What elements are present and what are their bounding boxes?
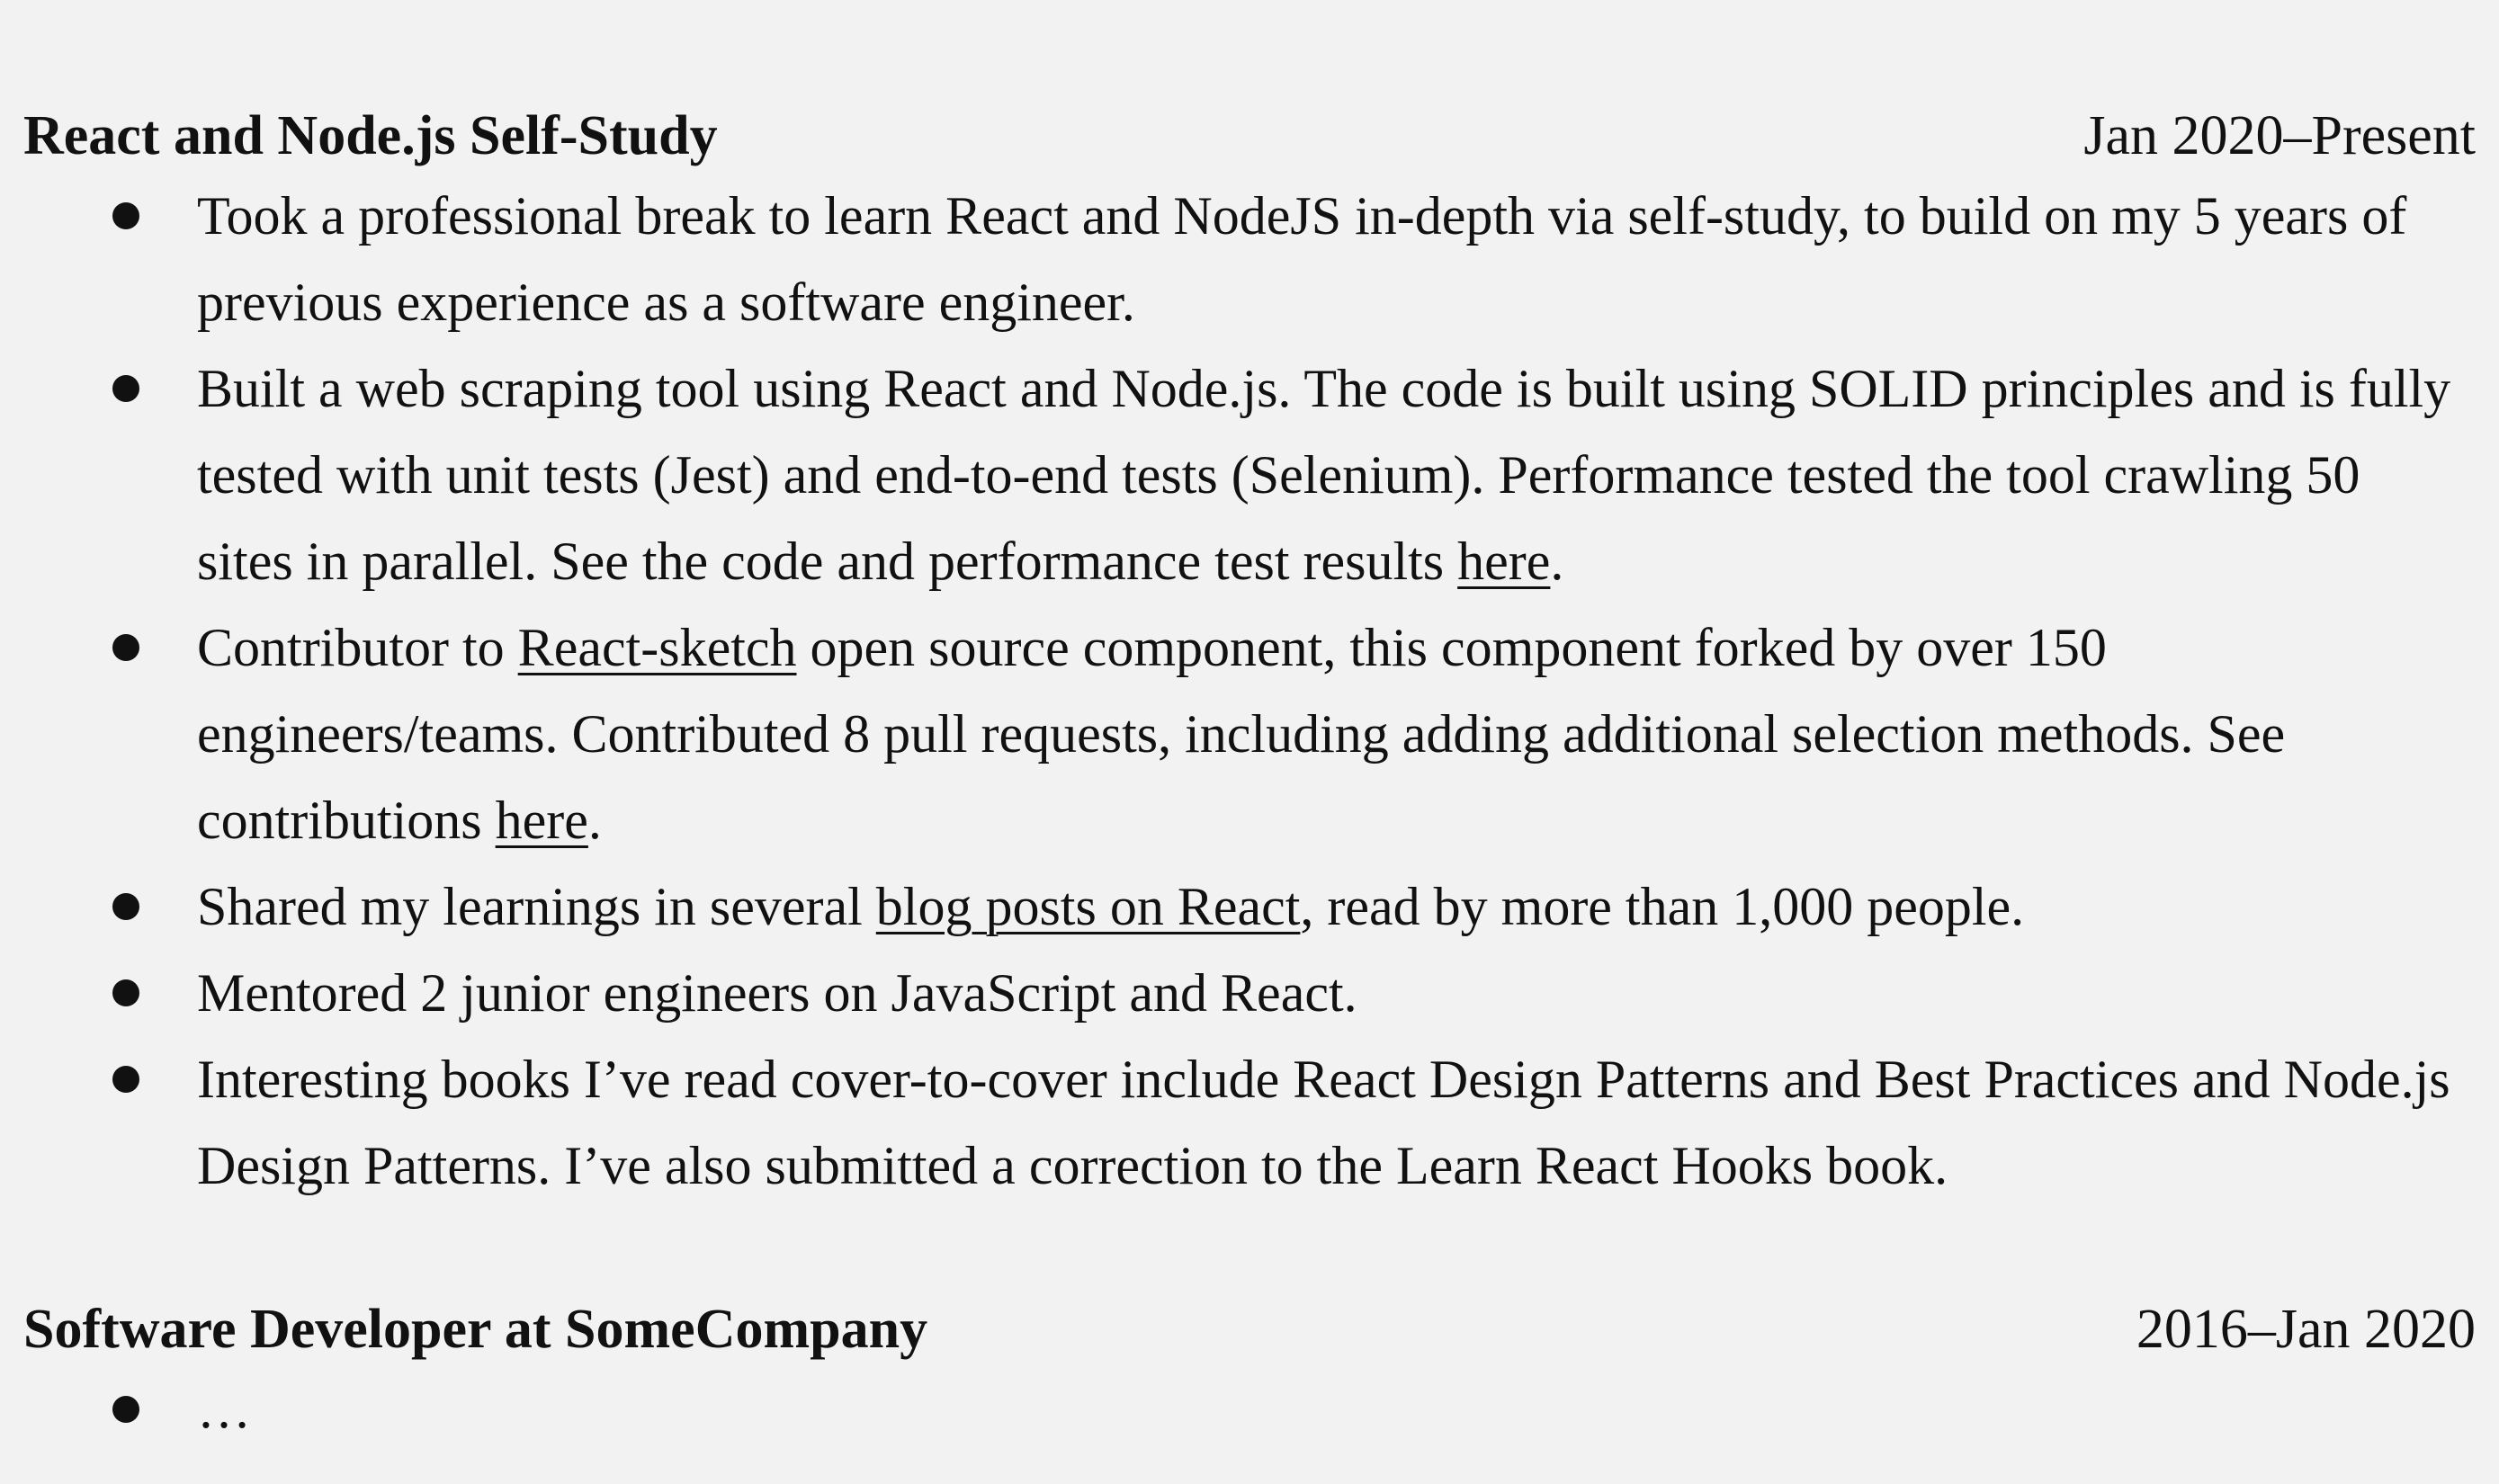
- bullet-icon: [112, 634, 139, 661]
- section-date: 2016–Jan 2020: [2136, 1299, 2476, 1360]
- blog-posts-link[interactable]: blog posts on React: [875, 877, 1301, 936]
- bullet-text: Shared my learnings in several: [197, 877, 876, 936]
- bullet-icon: [112, 893, 139, 920]
- bullet-item: [23, 1366, 2476, 1453]
- contributions-link[interactable]: here: [495, 791, 588, 850]
- bullet-text-end: .: [587, 791, 602, 850]
- bullet-text: Interesting books I’ve read cover-to-cover include React Design Patterns and Best Practices and Node.js Design Patterns. I’ve also submitted a correction to the Learn React Hooks book.: [197, 1050, 2450, 1195]
- bullet-icon: [112, 375, 139, 402]
- section-date: Jan 2020–Present: [2083, 105, 2476, 166]
- bullet-text-end: .: [1550, 532, 1564, 591]
- experience-section-self-study: [23, 99, 2476, 1209]
- bullet-item: [23, 173, 2476, 345]
- bullet-icon: [112, 1066, 139, 1093]
- bullet-list: [23, 1366, 2476, 1453]
- bullet-text-middle: open source component, this component forked by over 150 engineers/teams. Contributed 8 pull requests, including adding additional selection methods. See contributions: [197, 618, 2286, 850]
- bullet-text: Built a web scraping tool using React and Node.js. The code is built using SOLID principles and is fully tested with unit tests (Jest) and end-to-end tests (Selenium). Performance tested the tool crawling 50 sites in parallel. See the code and performance test results: [197, 359, 2451, 591]
- bullet-text: …: [197, 1380, 251, 1439]
- bullet-item: [23, 604, 2476, 863]
- section-title: React and Node.js Self-Study: [23, 105, 718, 166]
- section-header: [23, 99, 2476, 173]
- react-sketch-link[interactable]: React-sketch: [517, 618, 797, 677]
- bullet-item: [23, 950, 2476, 1036]
- bullet-text: Took a professional break to learn React and NodeJS in-depth via self-study, to build on my 5 years of previous experience as a software engineer.: [197, 186, 2407, 332]
- bullet-icon: [112, 1396, 139, 1423]
- bullet-icon: [112, 979, 139, 1006]
- section-header: [23, 1292, 2476, 1366]
- bullet-item: [23, 863, 2476, 950]
- bullet-list: [23, 173, 2476, 1209]
- bullet-text: Contributor to: [197, 618, 518, 677]
- bullet-item: [23, 345, 2476, 604]
- code-results-link[interactable]: here: [1457, 532, 1551, 591]
- bullet-text-end: , read by more than 1,000 people.: [1300, 877, 2025, 936]
- experience-section-somecompany: [23, 1292, 2476, 1453]
- bullet-icon: [112, 202, 139, 229]
- bullet-item: [23, 1036, 2476, 1209]
- bullet-text: Mentored 2 junior engineers on JavaScript and React.: [197, 963, 1357, 1023]
- section-title: Software Developer at SomeCompany: [23, 1299, 928, 1360]
